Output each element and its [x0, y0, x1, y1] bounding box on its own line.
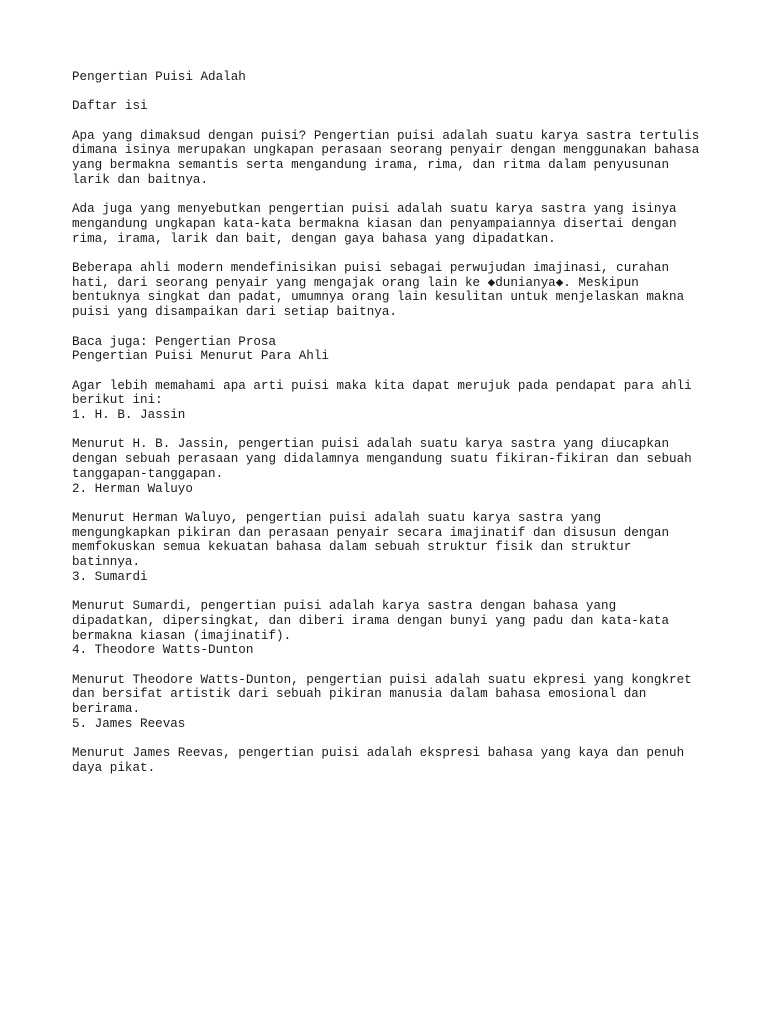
paragraph [72, 437, 712, 496]
text-line: Baca juga: Pengertian Prosa [72, 334, 277, 349]
text-line: Pengertian Puisi Menurut Para Ahli [72, 349, 329, 364]
text-line: dipadatkan, dipersingkat, dan diberi irama dengan bunyi yang padu dan kata-kata [72, 613, 670, 628]
paragraph [72, 335, 712, 364]
paragraph [72, 511, 712, 585]
text-line: Menurut Sumardi, pengertian puisi adalah karya sastra dengan bahasa yang [72, 599, 617, 614]
text-line: 1. H. B. Jassin [72, 408, 186, 423]
text-line: mengandung ungkapan kata-kata bermakna kiasan dan penyampaiannya disertai dengan [72, 216, 677, 231]
text-line: hati, dari seorang penyair yang mengajak orang lain ke ◆dunianya◆. Meskipun [72, 275, 639, 290]
text-line: yang bermakna semantis serta mengandung irama, rima, dan ritma dalam penyusunan [72, 158, 670, 173]
paragraph [72, 129, 712, 188]
text-line: dan bersifat artistik dari sebuah pikiran manusia dalam bahasa emosional dan [72, 687, 647, 702]
text-line: Agar lebih memahami apa arti puisi maka kita dapat merujuk pada pendapat para ahli [72, 378, 692, 393]
text-line: daya pikat. [72, 760, 156, 775]
text-line: Menurut Herman Waluyo, pengertian puisi adalah suatu karya sastra yang [72, 510, 602, 525]
text-line: 4. Theodore Watts-Dunton [72, 643, 254, 658]
paragraph [72, 99, 712, 114]
text-line: berikut ini: [72, 393, 163, 408]
text-line: 5. James Reevas [72, 716, 186, 731]
text-line: puisi yang disampaikan dari setiap baitnya. [72, 305, 397, 320]
paragraph [72, 261, 712, 320]
text-line: bentuknya singkat dan padat, umumnya orang lain kesulitan untuk menjelaskan makna [72, 290, 685, 305]
text-line: 3. Sumardi [72, 569, 148, 584]
text-line: Beberapa ahli modern mendefinisikan puisi sebagai perwujudan imajinasi, curahan [72, 261, 670, 276]
text-line: Ada juga yang menyebutkan pengertian puisi adalah suatu karya sastra yang isinya [72, 202, 677, 217]
text-line: batinnya. [72, 555, 141, 570]
paragraph [72, 599, 712, 658]
text-line: 2. Herman Waluyo [72, 481, 193, 496]
document-body [72, 70, 712, 790]
text-line: Pengertian Puisi Adalah [72, 70, 246, 84]
text-line: bermakna kiasan (imajinatif). [72, 628, 292, 643]
text-line: dimana isinya merupakan ungkapan perasaan seorang penyair dengan menggunakan bahasa [72, 143, 700, 158]
text-line: mengungkapkan pikiran dan perasaan penyair secara imajinatif dan disusun dengan [72, 525, 670, 540]
paragraph [72, 379, 712, 423]
document-title-paragraph [72, 70, 712, 85]
text-line: dengan sebuah perasaan yang didalamnya mengandung suatu fikiran-fikiran dan sebuah [72, 452, 692, 467]
text-line: tanggapan-tanggapan. [72, 466, 224, 481]
paragraph [72, 673, 712, 732]
text-line: Menurut H. B. Jassin, pengertian puisi adalah suatu karya sastra yang diucapkan [72, 437, 670, 452]
paragraph [72, 202, 712, 246]
text-line: Menurut Theodore Watts-Dunton, pengertian puisi adalah suatu ekpresi yang kongkret [72, 672, 692, 687]
text-line: rima, irama, larik dan bait, dengan gaya bahasa yang dipadatkan. [72, 231, 556, 246]
text-line: larik dan baitnya. [72, 172, 209, 187]
text-line: berirama. [72, 702, 141, 717]
paragraph [72, 746, 712, 775]
text-line: Menurut James Reevas, pengertian puisi adalah ekspresi bahasa yang kaya dan penuh [72, 746, 685, 761]
text-line: Apa yang dimaksud dengan puisi? Pengertian puisi adalah suatu karya sastra tertulis [72, 128, 700, 143]
text-line: Daftar isi [72, 99, 148, 114]
text-line: memfokuskan semua kekuatan bahasa dalam sebuah struktur fisik dan struktur [72, 540, 632, 555]
